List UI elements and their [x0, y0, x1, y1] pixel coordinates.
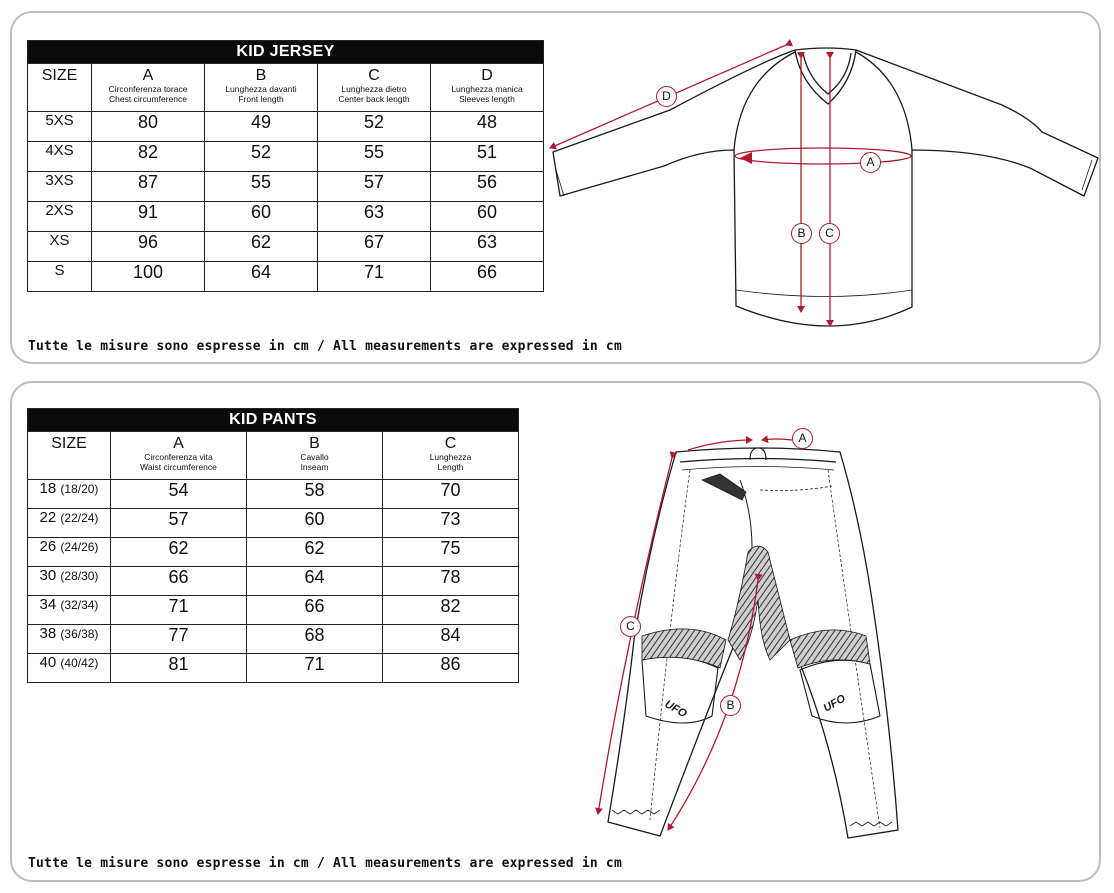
column-header-d: D Lunghezza manica Sleeves length: [431, 64, 544, 112]
pants-header-row: [28, 432, 519, 480]
column-header-a: A Circonferenza vita Waist circumference: [111, 432, 247, 480]
measure-label-b: B: [720, 695, 741, 716]
table-row: 5XS 80 49 52 48: [28, 112, 544, 142]
jersey-size-table: [27, 40, 544, 292]
measure-label-d: D: [656, 86, 677, 107]
measure-label-a: A: [792, 428, 813, 449]
table-row: 34 (32/34) 71 66 82: [28, 596, 519, 625]
measure-label-b: B: [791, 223, 812, 244]
table-row: 22 (22/24) 57 60 73: [28, 509, 519, 538]
column-header-a: A Circonferenza torace Chest circumference: [92, 64, 205, 112]
size-header: SIZE: [28, 64, 92, 112]
table-row: S 100 64 71 66: [28, 262, 544, 292]
table-row: 18 (18/20) 54 58 70: [28, 480, 519, 509]
column-header-b: B Lunghezza davanti Front length: [205, 64, 318, 112]
table-row: 40 (40/42) 81 71 86: [28, 654, 519, 683]
column-header-c: C Lunghezza Length: [383, 432, 519, 480]
pants-logo-right: UFO: [821, 692, 848, 715]
table-row: 26 (24/26) 62 62 75: [28, 538, 519, 567]
size-header: SIZE: [28, 432, 111, 480]
column-header-b: B Cavallo Inseam: [247, 432, 383, 480]
table-row: 4XS 82 52 55 51: [28, 142, 544, 172]
pants-size-table: [27, 408, 519, 683]
jersey-header-row: [28, 64, 544, 112]
measure-label-a: A: [860, 152, 881, 173]
jersey-table-title: KID JERSEY: [28, 41, 544, 64]
column-header-c: C Lunghezza dietro Center back length: [318, 64, 431, 112]
table-row: 38 (36/38) 77 68 84: [28, 625, 519, 654]
measure-label-c: C: [819, 223, 840, 244]
jersey-footnote: Tutte le misure sono espresse in cm / All measurements are expressed in cm: [28, 339, 622, 354]
table-row: 2XS 91 60 63 60: [28, 202, 544, 232]
pants-logo-left: UFO: [662, 698, 689, 721]
measure-label-c: C: [620, 616, 641, 637]
table-row: XS 96 62 67 63: [28, 232, 544, 262]
table-row: 3XS 87 55 57 56: [28, 172, 544, 202]
pants-footnote: Tutte le misure sono espresse in cm / All measurements are expressed in cm: [28, 856, 622, 871]
table-row: 30 (28/30) 66 64 78: [28, 567, 519, 596]
pants-table-title: KID PANTS: [28, 409, 519, 432]
